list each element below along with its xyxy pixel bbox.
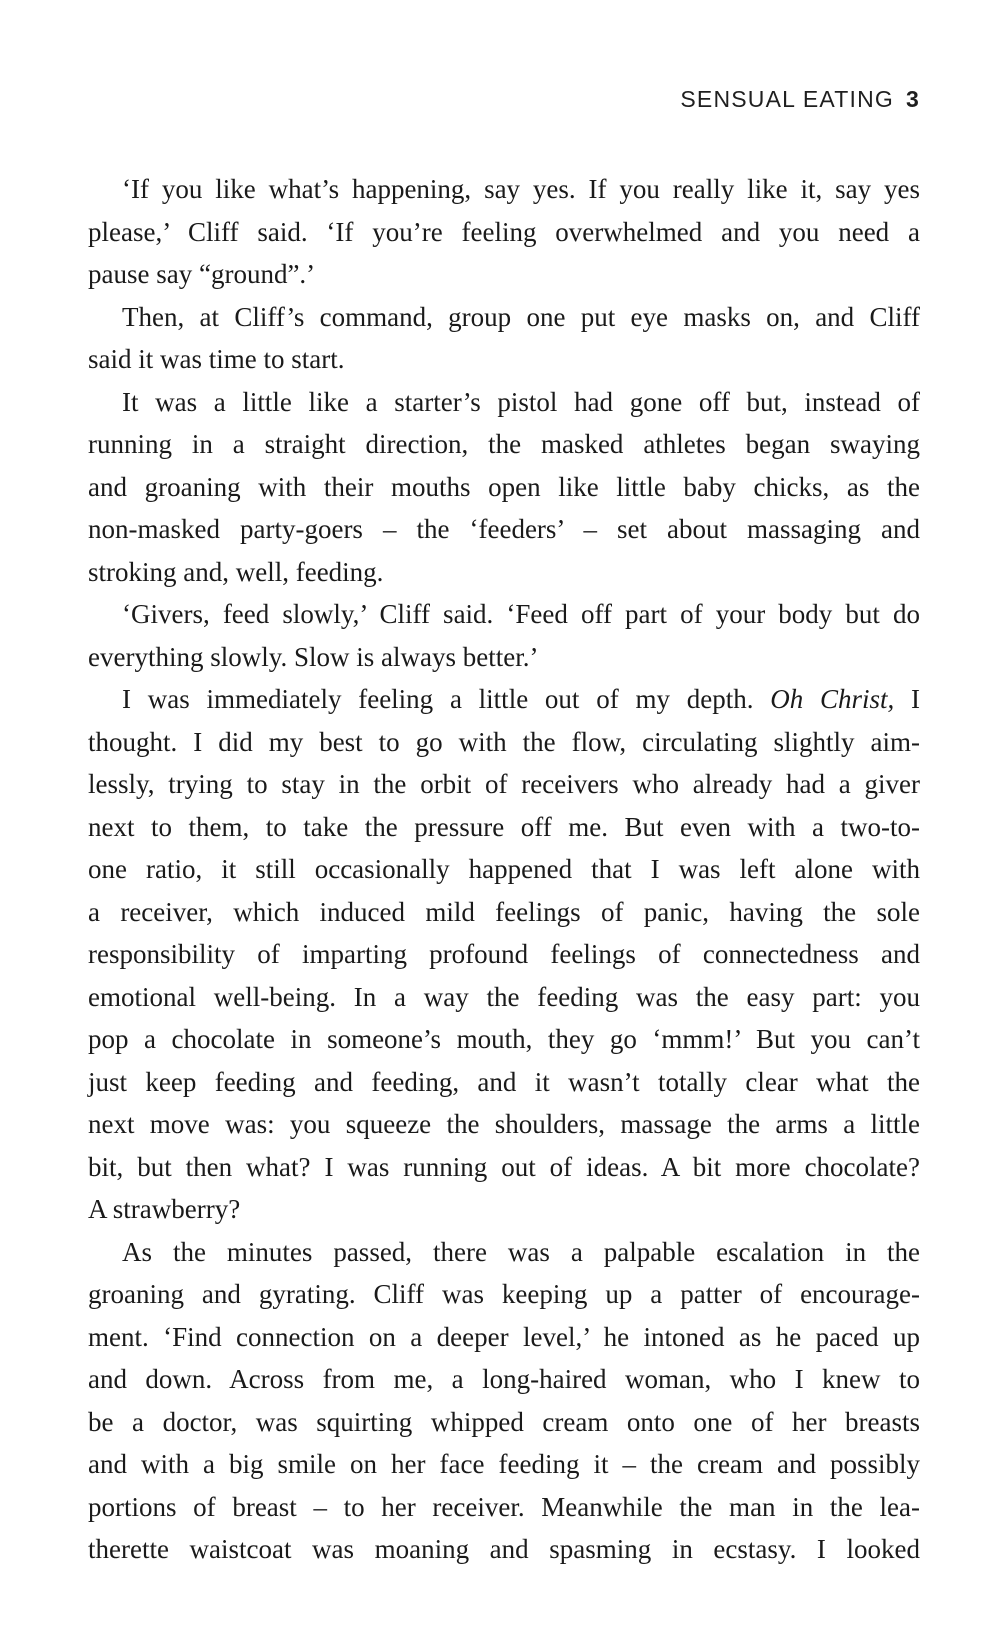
text-line: pause say “ground”.’ — [88, 259, 316, 289]
text-line: be a doctor, was squirting whipped cream onto one of her breasts — [88, 1406, 920, 1437]
text-line: therette waistcoat was moaning and spasming in ecstasy. I looked — [88, 1534, 920, 1564]
text-line: responsibility of imparting profound feelings of connectedness and — [88, 939, 920, 969]
text-line: Then, at Cliff’s command, group one put eye masks on, and Cliff — [122, 301, 920, 332]
text-line: said it was time to start. — [88, 344, 345, 374]
text-line: It was a little like a starter’s pistol had gone off but, instead of — [122, 386, 920, 417]
text-line: As the minutes passed, there was a palpable escalation in the — [122, 1236, 920, 1267]
text-line: thought. I did my best to go with the flow, circulating slightly aim- — [88, 726, 920, 757]
text-line: emotional well-being. In a way the feeding was the easy part: you — [88, 981, 920, 1012]
text-line: non-masked party-goers – the ‘feeders’ – set about massaging and — [88, 514, 920, 544]
text-line: portions of breast – to her receiver. Meanwhile the man in the lea- — [88, 1491, 920, 1522]
text-line: please,’ Cliff said. ‘If you’re feeling overwhelmed and you need a — [88, 216, 920, 247]
text-line: bit, but then what? I was running out of ideas. A bit more chocolate? — [88, 1151, 920, 1182]
text-line: stroking and, well, feeding. — [88, 556, 384, 587]
running-head — [680, 86, 920, 113]
text-line: everything slowly. Slow is always better.’ — [88, 641, 539, 672]
text-line: lessly, trying to stay in the orbit of receivers who already had a giver — [88, 769, 920, 799]
running-title: SENSUAL EATING — [680, 86, 894, 112]
text-line: ‘If you like what’s happening, say yes. If you really like it, say yes — [122, 174, 920, 204]
text-line: ment. ‘Find connection on a deeper level,’ he intoned as he paced up — [88, 1321, 920, 1352]
text-line: and groaning with their mouths open like little baby chicks, as the — [88, 471, 920, 502]
text-line: and with a big smile on her face feeding it – the cream and possibly — [88, 1449, 920, 1479]
text-line: a receiver, which induced mild feelings of panic, having the sole — [88, 896, 920, 927]
text-line: ‘Givers, feed slowly,’ Cliff said. ‘Feed off part of your body but do — [122, 599, 920, 629]
text-line: one ratio, it still occasionally happened that I was left alone with — [88, 854, 920, 884]
text-line: A strawberry? — [88, 1194, 241, 1224]
body-text — [88, 168, 920, 1571]
text-line: just keep feeding and feeding, and it wasn’t totally clear what the — [88, 1066, 920, 1097]
text-line: pop a chocolate in someone’s mouth, they go ‘mmm!’ But you can’t — [88, 1024, 920, 1054]
text-line: I was immediately feeling a little out of my depth. Oh Christ, I — [122, 684, 921, 714]
page-number: 3 — [906, 86, 920, 112]
text-line: running in a straight direction, the masked athletes began swaying — [88, 429, 920, 459]
text-line: next move was: you squeeze the shoulders, massage the arms a little — [88, 1109, 920, 1139]
text-line: next to them, to take the pressure off me. But even with a two-to- — [88, 811, 920, 842]
text-line: groaning and gyrating. Cliff was keeping up a patter of encourage- — [88, 1279, 920, 1309]
text-line: and down. Across from me, a long-haired woman, who I knew to — [88, 1364, 920, 1394]
